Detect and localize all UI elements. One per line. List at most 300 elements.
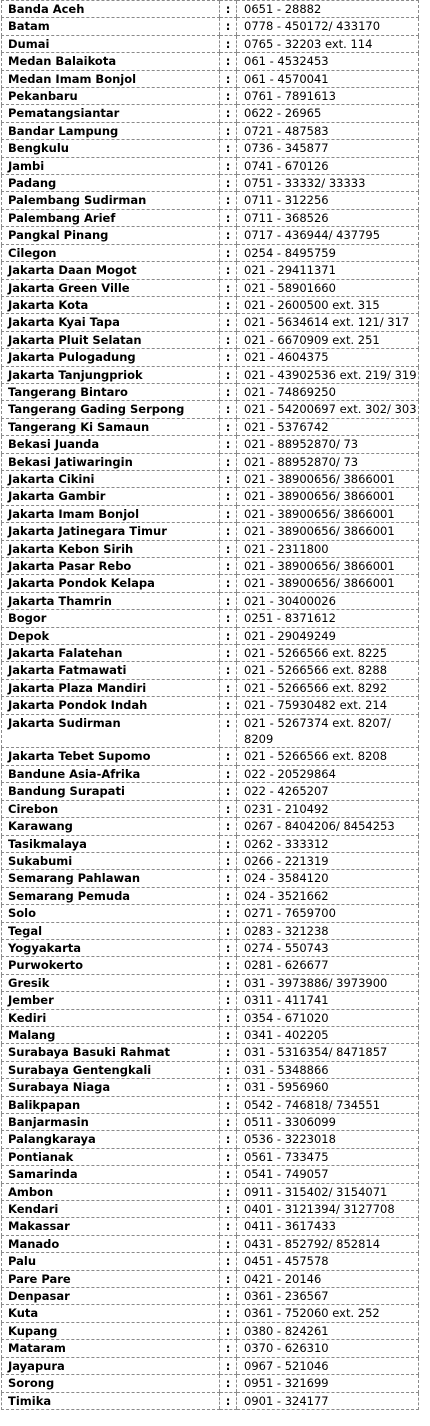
branch-name: Samarinda [2,1166,220,1183]
table-row [2,105,419,122]
table-row [2,262,419,279]
table-row [2,592,419,609]
branch-phone: 0711 - 312256 [237,192,419,209]
table-row [2,227,419,244]
branch-name: Jakarta Pasar Rebo [2,558,220,575]
colon-separator: : [220,662,237,679]
branch-name: Jakarta Imam Bonjol [2,505,220,522]
table-row [2,1183,419,1200]
colon-separator: : [220,1009,237,1026]
branch-phone-table-body [2,1,419,1410]
branch-name: Kupang [2,1322,220,1339]
colon-separator: : [220,209,237,226]
colon-separator: : [220,88,237,105]
branch-phone: 0354 - 671020 [237,1009,419,1026]
colon-separator: : [220,1183,237,1200]
branch-phone: 0283 - 321238 [237,922,419,939]
colon-separator: : [220,1218,237,1235]
branch-name: Pare Pare [2,1270,220,1287]
colon-separator: : [220,53,237,70]
table-row [2,122,419,139]
table-row [2,1148,419,1165]
colon-separator: : [220,470,237,487]
branch-name: Bandune Asia-Afrika [2,765,220,782]
branch-phone: 0651 - 28882 [237,1,419,18]
table-row [2,697,419,714]
branch-name: Bandung Surapati [2,783,220,800]
branch-phone: 021 - 5266566 ext. 8292 [237,679,419,696]
colon-separator: : [220,1305,237,1322]
branch-phone: 021 - 6670909 ext. 251 [237,331,419,348]
branch-name: Pematangsiantar [2,105,220,122]
branch-name: Denpasar [2,1288,220,1305]
table-row [2,418,419,435]
colon-separator: : [220,783,237,800]
branch-phone: 0778 - 450172/ 433170 [237,18,419,35]
table-row [2,922,419,939]
branch-name: Palembang Arief [2,209,220,226]
colon-separator: : [220,818,237,835]
branch-name: Makassar [2,1218,220,1235]
colon-separator: : [220,122,237,139]
colon-separator: : [220,1114,237,1131]
branch-name: Jakarta Tanjungpriok [2,366,220,383]
branch-phone: 021 - 88952870/ 73 [237,436,419,453]
branch-name: Jakarta Sudirman [2,714,220,748]
colon-separator: : [220,748,237,765]
table-row [2,1201,419,1218]
branch-name: Tangerang Ki Samaun [2,418,220,435]
branch-phone: 021 - 38900656/ 3866001 [237,505,419,522]
table-row [2,1392,419,1409]
branch-phone: 0536 - 3223018 [237,1131,419,1148]
table-row [2,748,419,765]
branch-name: Jakarta Plaza Mandiri [2,679,220,696]
branch-phone: 022 - 20529864 [237,765,419,782]
branch-name: Jakarta Kebon Sirih [2,540,220,557]
branch-phone: 0271 - 7659700 [237,905,419,922]
table-row [2,1305,419,1322]
table-row [2,1131,419,1148]
colon-separator: : [220,957,237,974]
branch-name: Bandar Lampung [2,122,220,139]
branch-phone: 0281 - 626677 [237,957,419,974]
table-row [2,1375,419,1392]
branch-phone: 021 - 5267374 ext. 8207/ 8209 [237,714,419,748]
colon-separator: : [220,974,237,991]
table-row [2,1009,419,1026]
colon-separator: : [220,1096,237,1113]
branch-phone: 0622 - 26965 [237,105,419,122]
branch-phone: 021 - 5634614 ext. 121/ 317 [237,314,419,331]
table-row [2,1235,419,1252]
branch-name: Cirebon [2,800,220,817]
branch-name: Banda Aceh [2,1,220,18]
branch-phone: 0231 - 210492 [237,800,419,817]
branch-name: Ambon [2,1183,220,1200]
branch-phone: 0511 - 3306099 [237,1114,419,1131]
branch-name: Pontianak [2,1148,220,1165]
colon-separator: : [220,349,237,366]
branch-name: Jakarta Pondok Indah [2,697,220,714]
table-row [2,1,419,18]
branch-phone: 0901 - 324177 [237,1392,419,1409]
table-row [2,18,419,35]
colon-separator: : [220,714,237,748]
branch-phone: 021 - 29411371 [237,262,419,279]
branch-name: Bogor [2,610,220,627]
branch-name: Banjarmasin [2,1114,220,1131]
colon-separator: : [220,1288,237,1305]
table-row [2,783,419,800]
colon-separator: : [220,1375,237,1392]
branch-phone: 021 - 38900656/ 3866001 [237,470,419,487]
branch-name: Purwokerto [2,957,220,974]
branch-phone: 0541 - 749057 [237,1166,419,1183]
table-row [2,1114,419,1131]
table-row [2,835,419,852]
branch-name: Surabaya Niaga [2,1079,220,1096]
branch-phone: 0542 - 746818/ 734551 [237,1096,419,1113]
branch-phone: 021 - 38900656/ 3866001 [237,558,419,575]
colon-separator: : [220,645,237,662]
branch-phone: 024 - 3584120 [237,870,419,887]
table-row [2,992,419,1009]
branch-name: Cilegon [2,244,220,261]
colon-separator: : [220,18,237,35]
colon-separator: : [220,157,237,174]
branch-name: Tangerang Bintaro [2,383,220,400]
branch-name: Tangerang Gading Serpong [2,401,220,418]
table-row [2,1026,419,1043]
branch-name: Jakarta Gambir [2,488,220,505]
colon-separator: : [220,1148,237,1165]
colon-separator: : [220,70,237,87]
table-row [2,436,419,453]
branch-name: Kediri [2,1009,220,1026]
branch-phone: 021 - 2311800 [237,540,419,557]
branch-phone: 021 - 54200697 ext. 302/ 303 [237,401,419,418]
branch-name: Jakarta Pulogadung [2,349,220,366]
table-row [2,366,419,383]
branch-phone: 0711 - 368526 [237,209,419,226]
branch-name: Semarang Pahlawan [2,870,220,887]
table-row [2,558,419,575]
table-row [2,662,419,679]
table-row [2,70,419,87]
branch-phone: 0717 - 436944/ 437795 [237,227,419,244]
table-row [2,800,419,817]
branch-name: Jayapura [2,1357,220,1374]
colon-separator: : [220,540,237,557]
table-row [2,1079,419,1096]
table-row [2,140,419,157]
branch-name: Jakarta Kota [2,296,220,313]
branch-phone: 0736 - 345877 [237,140,419,157]
branch-phone: 0341 - 402205 [237,1026,419,1043]
colon-separator: : [220,679,237,696]
table-row [2,679,419,696]
branch-phone: 0431 - 852792/ 852814 [237,1235,419,1252]
branch-name: Jakarta Jatinegara Timur [2,523,220,540]
table-row [2,244,419,261]
branch-phone: 0370 - 626310 [237,1340,419,1357]
colon-separator: : [220,383,237,400]
colon-separator: : [220,922,237,939]
branch-name: Batam [2,18,220,35]
branch-name: Karawang [2,818,220,835]
colon-separator: : [220,1131,237,1148]
branch-phone: 021 - 88952870/ 73 [237,453,419,470]
colon-separator: : [220,905,237,922]
branch-phone: 061 - 4532453 [237,53,419,70]
branch-phone: 021 - 38900656/ 3866001 [237,575,419,592]
branch-phone: 0361 - 752060 ext. 252 [237,1305,419,1322]
colon-separator: : [220,1270,237,1287]
colon-separator: : [220,592,237,609]
branch-phone: 0751 - 33332/ 33333 [237,175,419,192]
colon-separator: : [220,296,237,313]
table-row [2,488,419,505]
table-row [2,505,419,522]
branch-name: Gresik [2,974,220,991]
table-row [2,1096,419,1113]
table-row [2,296,419,313]
colon-separator: : [220,105,237,122]
branch-phone: 031 - 5316354/ 8471857 [237,1044,419,1061]
branch-name: Palembang Sudirman [2,192,220,209]
table-row [2,453,419,470]
branch-name: Semarang Pemuda [2,887,220,904]
branch-name: Surabaya Basuki Rahmat [2,1044,220,1061]
table-row [2,1357,419,1374]
colon-separator: : [220,1026,237,1043]
table-row [2,645,419,662]
branch-name: Tasikmalaya [2,835,220,852]
branch-name: Bekasi Jatiwaringin [2,453,220,470]
table-row [2,1218,419,1235]
table-row [2,1166,419,1183]
colon-separator: : [220,192,237,209]
branch-name: Palangkaraya [2,1131,220,1148]
table-row [2,852,419,869]
colon-separator: : [220,436,237,453]
branch-name: Surabaya Gentengkali [2,1061,220,1078]
colon-separator: : [220,558,237,575]
colon-separator: : [220,697,237,714]
colon-separator: : [220,227,237,244]
table-row [2,765,419,782]
colon-separator: : [220,523,237,540]
colon-separator: : [220,279,237,296]
branch-phone: 031 - 5348866 [237,1061,419,1078]
table-row [2,175,419,192]
branch-name: Bengkulu [2,140,220,157]
branch-name: Jakarta Kyai Tapa [2,314,220,331]
branch-name: Pangkal Pinang [2,227,220,244]
branch-name: Bekasi Juanda [2,436,220,453]
branch-name: Kuta [2,1305,220,1322]
table-row [2,1253,419,1270]
table-row [2,887,419,904]
colon-separator: : [220,852,237,869]
colon-separator: : [220,401,237,418]
colon-separator: : [220,314,237,331]
colon-separator: : [220,175,237,192]
branch-name: Mataram [2,1340,220,1357]
branch-phone: 021 - 43902536 ext. 219/ 319 [237,366,419,383]
branch-phone: 021 - 5266566 ext. 8208 [237,748,419,765]
branch-name: Balikpapan [2,1096,220,1113]
branch-name: Jakarta Pluit Selatan [2,331,220,348]
table-row [2,349,419,366]
branch-name: Sukabumi [2,852,220,869]
colon-separator: : [220,366,237,383]
branch-phone: 0411 - 3617433 [237,1218,419,1235]
branch-phone: 0311 - 411741 [237,992,419,1009]
table-row [2,401,419,418]
table-row [2,157,419,174]
branch-phone: 0251 - 8371612 [237,610,419,627]
branch-phone-table [1,0,419,1410]
branch-name: Jakarta Pondok Kelapa [2,575,220,592]
branch-name: Jakarta Green Ville [2,279,220,296]
branch-name: Tegal [2,922,220,939]
branch-name: Jakarta Daan Mogot [2,262,220,279]
colon-separator: : [220,765,237,782]
table-row [2,1340,419,1357]
branch-name: Sorong [2,1375,220,1392]
colon-separator: : [220,418,237,435]
branch-name: Jember [2,992,220,1009]
table-row [2,714,419,748]
colon-separator: : [220,575,237,592]
table-row [2,540,419,557]
branch-phone: 0761 - 7891613 [237,88,419,105]
branch-phone: 0266 - 221319 [237,852,419,869]
colon-separator: : [220,1322,237,1339]
branch-name: Pekanbaru [2,88,220,105]
branch-phone: 021 - 74869250 [237,383,419,400]
colon-separator: : [220,800,237,817]
branch-phone: 0254 - 8495759 [237,244,419,261]
table-row [2,1288,419,1305]
table-row [2,470,419,487]
colon-separator: : [220,627,237,644]
branch-phone: 0765 - 32203 ext. 114 [237,35,419,52]
branch-phone: 021 - 38900656/ 3866001 [237,488,419,505]
branch-phone: 021 - 5266566 ext. 8288 [237,662,419,679]
colon-separator: : [220,1061,237,1078]
branch-phone: 0741 - 670126 [237,157,419,174]
table-row [2,1270,419,1287]
table-row [2,1322,419,1339]
colon-separator: : [220,1340,237,1357]
colon-separator: : [220,244,237,261]
table-row [2,870,419,887]
branch-phone: 021 - 58901660 [237,279,419,296]
branch-phone: 0262 - 333312 [237,835,419,852]
colon-separator: : [220,1253,237,1270]
colon-separator: : [220,505,237,522]
table-row [2,957,419,974]
colon-separator: : [220,1235,237,1252]
colon-separator: : [220,262,237,279]
branch-phone: 0451 - 457578 [237,1253,419,1270]
branch-name: Jakarta Thamrin [2,592,220,609]
table-row [2,610,419,627]
branch-name: Jakarta Tebet Supomo [2,748,220,765]
branch-phone: 0421 - 20146 [237,1270,419,1287]
branch-name: Jakarta Cikini [2,470,220,487]
colon-separator: : [220,1044,237,1061]
table-row [2,523,419,540]
branch-name: Palu [2,1253,220,1270]
branch-phone: 021 - 30400026 [237,592,419,609]
colon-separator: : [220,1,237,18]
branch-phone: 021 - 75930482 ext. 214 [237,697,419,714]
colon-separator: : [220,835,237,852]
branch-phone: 0967 - 521046 [237,1357,419,1374]
table-row [2,1044,419,1061]
branch-phone: 0561 - 733475 [237,1148,419,1165]
branch-name: Malang [2,1026,220,1043]
branch-phone: 0274 - 550743 [237,939,419,956]
table-row [2,279,419,296]
table-row [2,627,419,644]
colon-separator: : [220,1201,237,1218]
branch-phone: 021 - 2600500 ext. 315 [237,296,419,313]
colon-separator: : [220,1357,237,1374]
branch-phone: 021 - 5376742 [237,418,419,435]
branch-phone: 061 - 4570041 [237,70,419,87]
branch-name: Jakarta Falatehan [2,645,220,662]
colon-separator: : [220,453,237,470]
table-row [2,575,419,592]
branch-phone: 021 - 4604375 [237,349,419,366]
table-row [2,331,419,348]
branch-name: Padang [2,175,220,192]
branch-name: Yogyakarta [2,939,220,956]
branch-phone: 0911 - 315402/ 3154071 [237,1183,419,1200]
branch-phone: 0721 - 487583 [237,122,419,139]
branch-phone: 031 - 5956960 [237,1079,419,1096]
branch-phone: 021 - 38900656/ 3866001 [237,523,419,540]
table-row [2,383,419,400]
table-row [2,939,419,956]
colon-separator: : [220,1079,237,1096]
branch-name: Kendari [2,1201,220,1218]
branch-name: Medan Imam Bonjol [2,70,220,87]
branch-name: Timika [2,1392,220,1409]
branch-phone: 0380 - 824261 [237,1322,419,1339]
table-row [2,88,419,105]
table-row [2,905,419,922]
branch-name: Dumai [2,35,220,52]
branch-phone: 021 - 29049249 [237,627,419,644]
table-row [2,35,419,52]
branch-name: Medan Balaikota [2,53,220,70]
branch-phone: 0361 - 236567 [237,1288,419,1305]
table-row [2,974,419,991]
branch-phone: 031 - 3973886/ 3973900 [237,974,419,991]
colon-separator: : [220,140,237,157]
colon-separator: : [220,992,237,1009]
colon-separator: : [220,939,237,956]
colon-separator: : [220,35,237,52]
branch-phone: 0951 - 321699 [237,1375,419,1392]
branch-name: Solo [2,905,220,922]
